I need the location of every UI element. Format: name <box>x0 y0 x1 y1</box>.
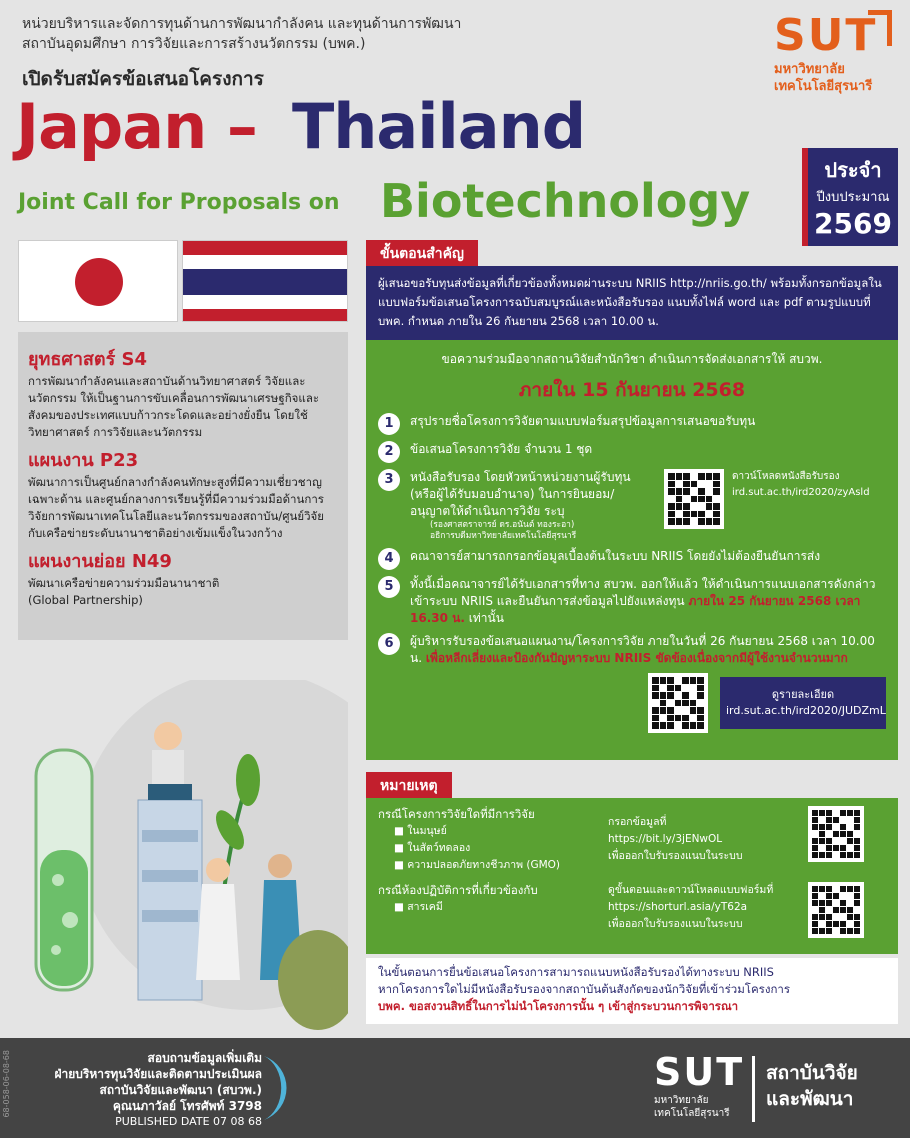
contact-info: สอบถามข้อมูลเพิ่มเติม ฝ่ายบริหารทุนวิจัยและติดตามประเมินผล สถาบันวิจัยและพัฒนา (สบวพ.) คุณนภาวัลย์ โทรศัพท์ 3798 PUBLISHED DATE 07 08 68 <box>54 1051 262 1128</box>
nriis-submission-notice: ผู้เสนอขอรับทุนส่งข้อมูลที่เกี่ยวข้องทั้งหมดผ่านระบบ NRIIS http://nriis.go.th/ พร้อมทั้งกรอกข้อมูลในแบบฟอร์มข้อเสนอโครงการฉบับสมบูรณ์และหนังสือรับรอง แนบทั้งไฟล์ word และ pdf ตามรูปแบบที่ บพค. กำหนด ภายใน 26 กันยายน 2568 เวลา 10.00 น. <box>366 266 898 340</box>
warning-line-3: บพค. ขอสงวนสิทธิ์ในการไม่นำโครงการนั้น ๆ เข้าสู่กระบวนการพิจารณา <box>378 999 739 1013</box>
note-case-2: กรณีห้องปฏิบัติการที่เกี่ยวข้องกับ <box>378 883 538 897</box>
warning-line-2: หากโครงการใดไม่มีหนังสือรับรองจากสถาบันต้นสังกัดของนักวิจัยที่เข้าร่วมโครงการ <box>378 982 791 996</box>
org-line-1: หน่วยบริหารและจัดการทุนด้านการพัฒนากำลังคน และทุนด้านการพัฒนา <box>22 16 462 32</box>
subplan-n49-heading: แผนงานย่อย N49 <box>28 551 172 572</box>
note-link-1-prefix: กรอกข้อมูลที่ <box>608 816 667 828</box>
strategy-s4-text: การพัฒนากำลังคนและสถาบันด้านวิทยาศาสตร์ วิจัยและนวัตกรรม ให้เป็นฐานการขับเคลื่อนการพัฒนาเศรษฐกิจและสังคมของประเทศแบบก้าวกระโดดและอย่างยั่งยืน โดยใช้วิทยาศาสตร์ การวิจัยและนวัตกรรม <box>28 374 320 439</box>
title-thailand: Thailand <box>292 90 586 163</box>
plan-p23-heading: แผนงาน P23 <box>28 450 139 471</box>
org-line-2: สถาบันอุดมศึกษา การวิจัยและการสร้างนวัตกรรม (บพค.) <box>22 36 366 52</box>
strategy-panel <box>18 332 348 640</box>
note-link-2-suffix: เพื่อออกใบรับรองแนบในระบบ <box>608 918 743 930</box>
thailand-flag-icon <box>182 240 348 322</box>
note-case-1-item: ■ ความปลอดภัยทางชีวภาพ (GMO) <box>394 859 560 871</box>
details-label: ดูรายละเอียด <box>771 688 835 701</box>
plan-p23-text: พัฒนาการเป็นศูนย์กลางกำลังคนทักษะสูงที่มีความเชี่ยวชาญเฉพาะด้าน และศูนย์กลางการเรียนรู้ที่มีความร่วมมือด้านการวิจัยการพัฒนาเทคโนโลยีและนวัตกรรมของสถาบัน/ศูนย์วิจัยกับเครือข่ายระดับนานาชาติอย่างเข้มแข็งในวงกว้าง <box>28 475 325 540</box>
certificate-download-link[interactable]: ird.sut.ac.th/ird2020/zyAsld <box>732 487 870 498</box>
certificate-download-qr[interactable] <box>664 469 724 529</box>
note-link-2-url[interactable]: https://shorturl.asia/yT62a <box>608 901 748 913</box>
tab-important-steps: ขั้นตอนสำคัญ <box>366 240 478 268</box>
institute-name: สถาบันวิจัย และพัฒนา <box>766 1062 858 1110</box>
footer <box>0 1038 910 1138</box>
biotechnology-title: Biotechnology <box>380 174 751 228</box>
details-url: ird.sut.ac.th/ird2020/JUDZmL <box>726 704 886 717</box>
year-value: 2569 <box>814 207 892 240</box>
sut-wordmark: SUT <box>774 10 878 61</box>
step-4: 4 คณาจารย์สามารถกรอกข้อมูลเบื้องต้นในระบบ NRIIS โดยยังไม่ต้องยืนยันการส่ง <box>378 548 886 570</box>
call-open-heading: เปิดรับสมัครข้อเสนอโครงการ <box>22 68 264 90</box>
scientist-illustration <box>18 680 348 1032</box>
step-3: 3 หนังสือรับรอง โดยหัวหน้าหน่วยงานผู้รับทุน (หรือผู้ได้รับมอบอำนาจ) ในการยินยอม/อนุญาตให้ดำเนินการวิจัย ระบุ (รองศาสตราจารย์ ดร.อนันต์ ทองระอา) อธิการบดีมหาวิทยาลัยเทคโนโลยีสุรนารี ดาวน์โหลดหนังสือรับรอง ird.sut.ac.th/ird2020/zyAsld <box>378 469 886 542</box>
steps-intro: ขอความร่วมมือจากสถานวิจัยสำนักวิชา ดำเนินการจัดส่งเอกสารให้ สบวพ. <box>441 352 823 366</box>
chemical-lab-qr[interactable] <box>808 882 864 938</box>
document-code: 68-058-06-08-68 <box>2 1050 11 1118</box>
sut-bracket-mark <box>868 10 892 46</box>
title-japan: Japan – <box>16 90 257 163</box>
subplan-n49-sub: (Global Partnership) <box>28 593 143 607</box>
published-date: PUBLISHED DATE 07 08 68 <box>115 1115 262 1128</box>
step-5: 5 ทั้งนี้เมื่อคณาจารย์ได้รับเอกสารที่ทาง สบวพ. ออกให้แล้ว ให้ดำเนินการแนบเอกสารดังกล่าวเข้าระบบ NRIIS และยืนยันการส่งข้อมูลไปยังแหล่งทุน ภายใน 25 กันยายน 2568 เวลา 16.30 น. เท่านั้น <box>378 576 886 627</box>
notes-panel <box>366 798 898 954</box>
tab-notes: หมายเหตุ <box>366 772 452 800</box>
note-link-2-prefix: ดูขั้นตอนและดาวน์โหลดแบบฟอร์มที่ <box>608 884 774 896</box>
step-1: 1 สรุปรายชื่อโครงการวิจัยตามแบบฟอร์มสรุปข้อมูลการเสนอขอรับทุน <box>378 413 886 435</box>
footer-sut-logo: SUT มหาวิทยาลัย เทคโนโลยีสุรนารี <box>654 1050 745 1119</box>
sut-name-line-2: เทคโนโลยีสุรนารี <box>774 79 873 94</box>
step-2: 2 ข้อเสนอโครงการวิจัย จำนวน 1 ชุด <box>378 441 886 463</box>
ethics-form-qr[interactable] <box>808 806 864 862</box>
note-case-1-item: ■ ในมนุษย์ <box>394 825 447 837</box>
note-case-2-item: ■ สารเคมี <box>394 901 443 913</box>
note-link-1-suffix: เพื่อออกใบรับรองแนบในระบบ <box>608 850 743 862</box>
joint-call-text: Joint Call for Proposals on <box>18 190 340 215</box>
details-link-box[interactable] <box>720 677 886 729</box>
subplan-n49-text: พัฒนาเครือข่ายความร่วมมือนานาชาติ <box>28 576 220 590</box>
warning-line-1: ในขั้นตอนการยื่นข้อเสนอโครงการสามารถแนบหนังสือรับรองได้ทางระบบ NRIIS <box>378 965 774 979</box>
organization-header <box>22 14 461 54</box>
strategy-s4-heading: ยุทธศาสตร์ S4 <box>28 349 148 370</box>
certificate-download-label: ดาวน์โหลดหนังสือรับรอง <box>732 471 840 482</box>
japan-flag-icon <box>18 240 178 322</box>
year-line-2: ปีงบประมาณ <box>816 190 890 205</box>
steps-panel <box>366 340 898 760</box>
certificate-warning <box>366 958 898 1024</box>
footer-divider <box>752 1056 755 1122</box>
step-6: 6 ผู้บริหารรับรองข้อเสนอแผนงาน/โครงการวิจัย ภายในวันที่ 26 กันยายน 2568 เวลา 10.00 น. เพื่อหลีกเลี่ยงและป้องกันปัญหาระบบ NRIIS ขัดข้องเนื่องจากมีผู้ใช้งานจำนวนมาก <box>378 633 886 667</box>
steps-deadline: ภายใน 15 กันยายน 2568 <box>518 379 746 401</box>
sut-name-line-1: มหาวิทยาลัย <box>774 62 845 77</box>
fiscal-year-badge <box>802 148 898 246</box>
note-case-1: กรณีโครงการวิจัยใดที่มีการวิจัย <box>378 807 535 821</box>
crescent-icon <box>260 1052 290 1124</box>
note-case-1-item: ■ ในสัตว์ทดลอง <box>394 842 471 854</box>
year-line-1: ประจำ <box>824 158 882 182</box>
details-qr[interactable] <box>648 673 708 733</box>
sut-logo <box>774 10 892 110</box>
note-link-1-url[interactable]: https://bit.ly/3jENwOL <box>608 833 723 845</box>
